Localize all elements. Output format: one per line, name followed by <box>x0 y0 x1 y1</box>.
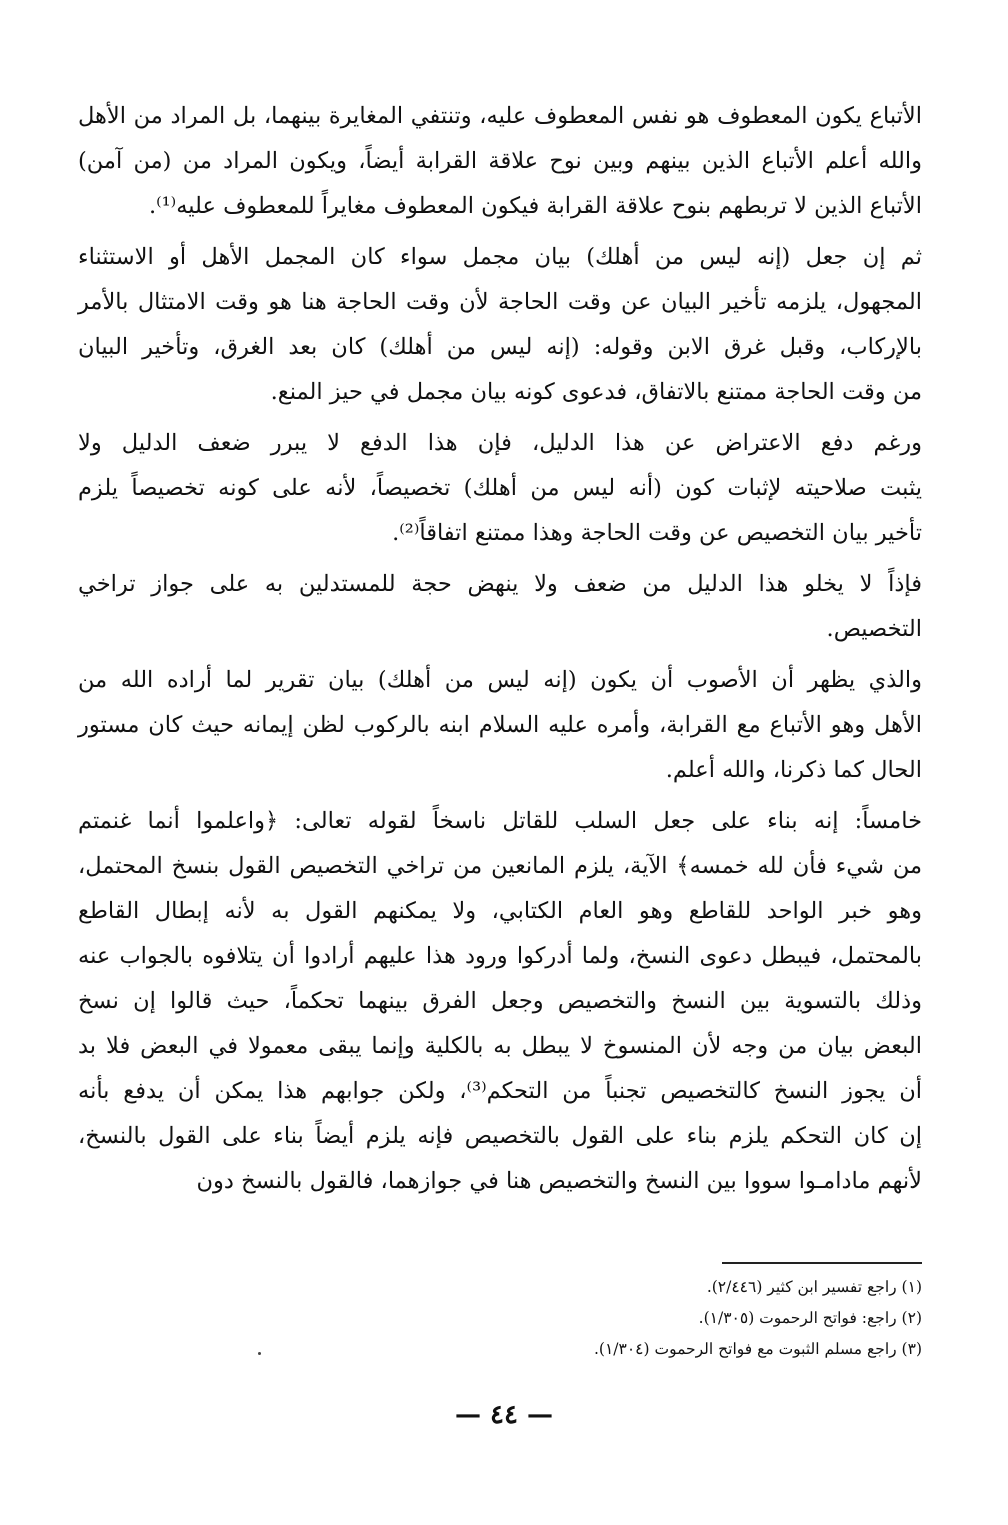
footnote-1: (١) راجع تفسير ابن كثير (٢/٤٤٦). <box>706 1278 922 1296</box>
text-line: الأتباع يكون المعطوف هو نفس المعطوف عليه، وتنتفي المغايرة بينهما، بل المراد من الأهل <box>78 103 922 129</box>
paragraph-3 <box>78 421 922 556</box>
text-line: إن كان التحكم يلزم بناء على القول بالتخصيص فإنه يلزم أيضاً بناء على القول بالنسخ، <box>78 1123 922 1149</box>
footnote-3: (٣) راجع مسلم الثبوت مع فواتح الرحموت (١/٣٠٤). <box>594 1340 922 1358</box>
text-line: الحال كما ذكرنا، والله أعلم. <box>665 757 922 783</box>
text-line: وذلك بالتسوية بين النسخ والتخصيص وجعل الفرق بينهما تحكماً، حيث قالوا إن نسخ <box>78 988 922 1014</box>
text-line: يثبت صلاحيته لإثبات كون (أنه ليس من أهلك) تخصيصاً، لأنه على كونه تخصيصاً يلزم <box>78 475 922 501</box>
text-line: بالإركاب، وقبل غرق الابن وقوله: (إنه ليس من أهلك) كان بعد الغرق، وتأخير البيان <box>78 334 922 360</box>
paragraph-4 <box>78 562 922 652</box>
print-speck <box>258 1352 261 1355</box>
text-line: ثم إن جعل (إنه ليس من أهلك) بيان مجمل سواء كان المجمل الأهل أو الاستثناء <box>78 244 922 270</box>
text-line: بالمحتمل، فيبطل دعوى النسخ، ولما أدركوا ورود هذا عليهم أرادوا أن يتلافوه بالجواب عنه <box>78 943 922 969</box>
paragraph-1 <box>78 94 922 229</box>
text-line: الأهل وهو الأتباع مع القرابة، وأمره عليه السلام ابنه بالركوب لظن إيمانه حيث كان مستور <box>78 712 922 738</box>
text-line: الأتباع الذين لا تربطهم بنوح علاقة القرابة فيكون المعطوف مغايراً للمعطوف عليه⁽¹⁾. <box>148 193 922 219</box>
text-line: لأنهم مادامـوا سووا بين النسخ والتخصيص هنا في جوازهما، فالقول بالنسخ دون <box>196 1168 922 1194</box>
text-line: من شيء فأن لله خمسه﴾ الآية، يلزم المانعين من تراخي التخصيص القول بنسخ المحتمل، <box>78 853 922 879</box>
text-line: والذي يظهر أن الأصوب أن يكون (إنه ليس من أهلك) بيان تقرير لما أراده الله من <box>78 667 922 693</box>
body-text <box>78 94 922 1204</box>
text-line: المجهول، يلزمه تأخير البيان عن وقت الحاجة لأن وقت الحاجة هنا هو وقت الامتثال بالأمر <box>78 289 922 315</box>
text-line: وهو خبر الواحد للقاطع وهو العام الكتابي، ولا يمكنهم القول به لأنه إبطال القاطع <box>78 898 922 924</box>
footnotes <box>78 1272 922 1365</box>
text-line: ورغم دفع الاعتراض عن هذا الدليل، فإن هذا الدفع لا يبرر ضعف الدليل ولا <box>78 430 922 456</box>
text-line: التخصيص. <box>826 616 922 642</box>
text-line: تأخير بيان التخصيص عن وقت الحاجة وهذا ممتنع اتفاقاً⁽²⁾. <box>392 520 922 546</box>
text-line: أن يجوز النسخ كالتخصيص تجنباً من التحكم⁽³⁾، ولكن جوابهم هذا يمكن أن يدفع بأنه <box>78 1078 922 1104</box>
paragraph-6 <box>78 799 922 1204</box>
footnote-separator <box>722 1262 922 1264</box>
text-line: خامساً: إنه بناء على جعل السلب للقاتل ناسخاً لقوله تعالى: ﴿واعلموا أنما غنمتم <box>78 808 922 834</box>
text-line: البعض بيان من وجه لأن المنسوخ لا يبطل به بالكلية وإنما يبقى معمولا في البعض فلا بد <box>78 1033 922 1059</box>
paragraph-2 <box>78 235 922 415</box>
footnote-2: (٢) راجع: فواتح الرحموت (١/٣٠٥). <box>698 1309 922 1327</box>
paragraph-5 <box>78 658 922 793</box>
text-line: من وقت الحاجة ممتنع بالاتفاق، فدعوى كونه بيان مجمل في حيز المنع. <box>270 379 922 405</box>
page-number: — ٤٤ — <box>454 1400 554 1430</box>
text-line: فإذاً لا يخلو هذا الدليل من ضعف ولا ينهض حجة للمستدلين به على جواز تراخي <box>78 571 922 597</box>
text-line: والله أعلم الأتباع الذين بينهم وبين نوح علاقة القرابة أيضاً، ويكون المراد من (من آمن) <box>78 148 922 174</box>
